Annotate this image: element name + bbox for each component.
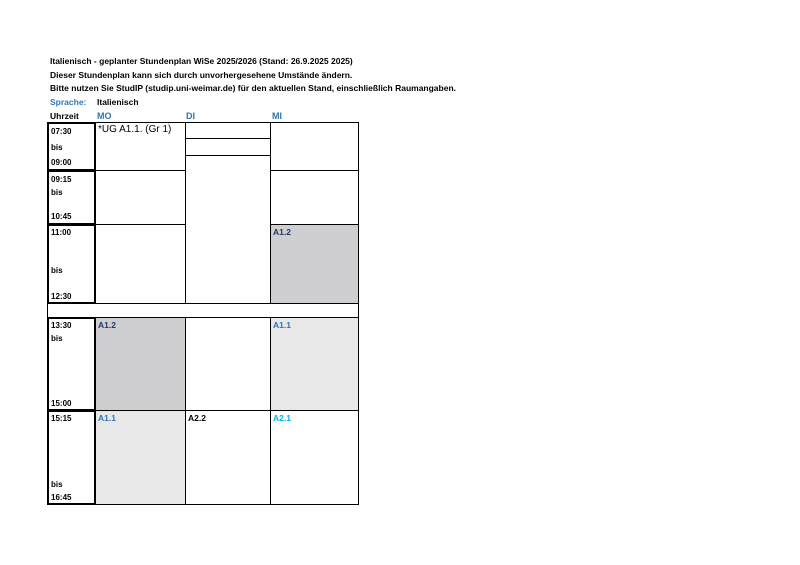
time-column-header: Uhrzeit — [50, 111, 79, 121]
day-header-mo: MO — [97, 111, 112, 121]
language-label: Sprache: — [50, 97, 87, 107]
slot-end: 15:00 — [51, 399, 72, 408]
slot-bis: bis — [51, 334, 63, 343]
slot-start: 11:00 — [51, 228, 72, 237]
day-header-di: DI — [186, 111, 195, 121]
course-a12: A1.2 — [98, 320, 116, 330]
course-ug-a11: *UG A1.1. (Gr 1) — [98, 124, 172, 135]
time-slot-1515 — [47, 410, 96, 505]
time-slot-0730 — [47, 122, 96, 171]
slot-end: 16:45 — [51, 493, 72, 502]
cell-mi-1100 — [270, 224, 359, 304]
time-slot-0915 — [47, 170, 96, 225]
day-header-mi: MI — [272, 111, 282, 121]
course-a21: A2.1 — [273, 413, 291, 423]
cell-mi-0915 — [270, 170, 359, 225]
slot-bis: bis — [51, 143, 63, 152]
slot-start: 09:15 — [51, 175, 72, 184]
cell-mo-0915 — [95, 170, 186, 225]
time-slot-1100 — [47, 224, 96, 304]
notice-change: Dieser Stundenplan kann sich durch unvorhergesehene Umstände ändern. — [50, 70, 353, 80]
cell-mo-1515 — [95, 410, 186, 505]
cell-mo-1330 — [95, 317, 186, 411]
page-title: Italienisch - geplanter Stundenplan WiSe 2025/2026 (Stand: 26.9.2025 2025) — [50, 56, 353, 66]
slot-bis: bis — [51, 188, 63, 197]
slot-start: 13:30 — [51, 321, 72, 330]
cell-di-1515 — [185, 410, 271, 505]
cell-mo-0730 — [95, 122, 186, 171]
cell-mi-1330 — [270, 317, 359, 411]
time-slot-1330 — [47, 317, 96, 411]
slot-start: 07:30 — [51, 127, 72, 136]
slot-end: 10:45 — [51, 212, 72, 221]
slot-end: 09:00 — [51, 158, 72, 167]
course-a22: A2.2 — [188, 413, 206, 423]
notice-studip: Bitte nutzen Sie StudIP (studip.uni-weimar.de) für den aktuellen Stand, einschließlich Raumangaben. — [50, 83, 457, 93]
slot-end: 12:30 — [51, 292, 72, 301]
lunch-break-row — [47, 303, 359, 318]
course-a11: A1.1 — [273, 320, 291, 330]
slot-start: 15:15 — [51, 414, 72, 423]
course-a12: A1.2 — [273, 227, 291, 237]
cell-mo-1100 — [95, 224, 186, 304]
cell-di-1330 — [185, 317, 271, 411]
cell-mi-1515 — [270, 410, 359, 505]
slot-bis: bis — [51, 266, 63, 275]
language-value: Italienisch — [97, 97, 139, 107]
slot-bis: bis — [51, 480, 63, 489]
cell-di-sub — [185, 138, 271, 156]
course-a11: A1.1 — [98, 413, 116, 423]
cell-mi-0730 — [270, 122, 359, 171]
